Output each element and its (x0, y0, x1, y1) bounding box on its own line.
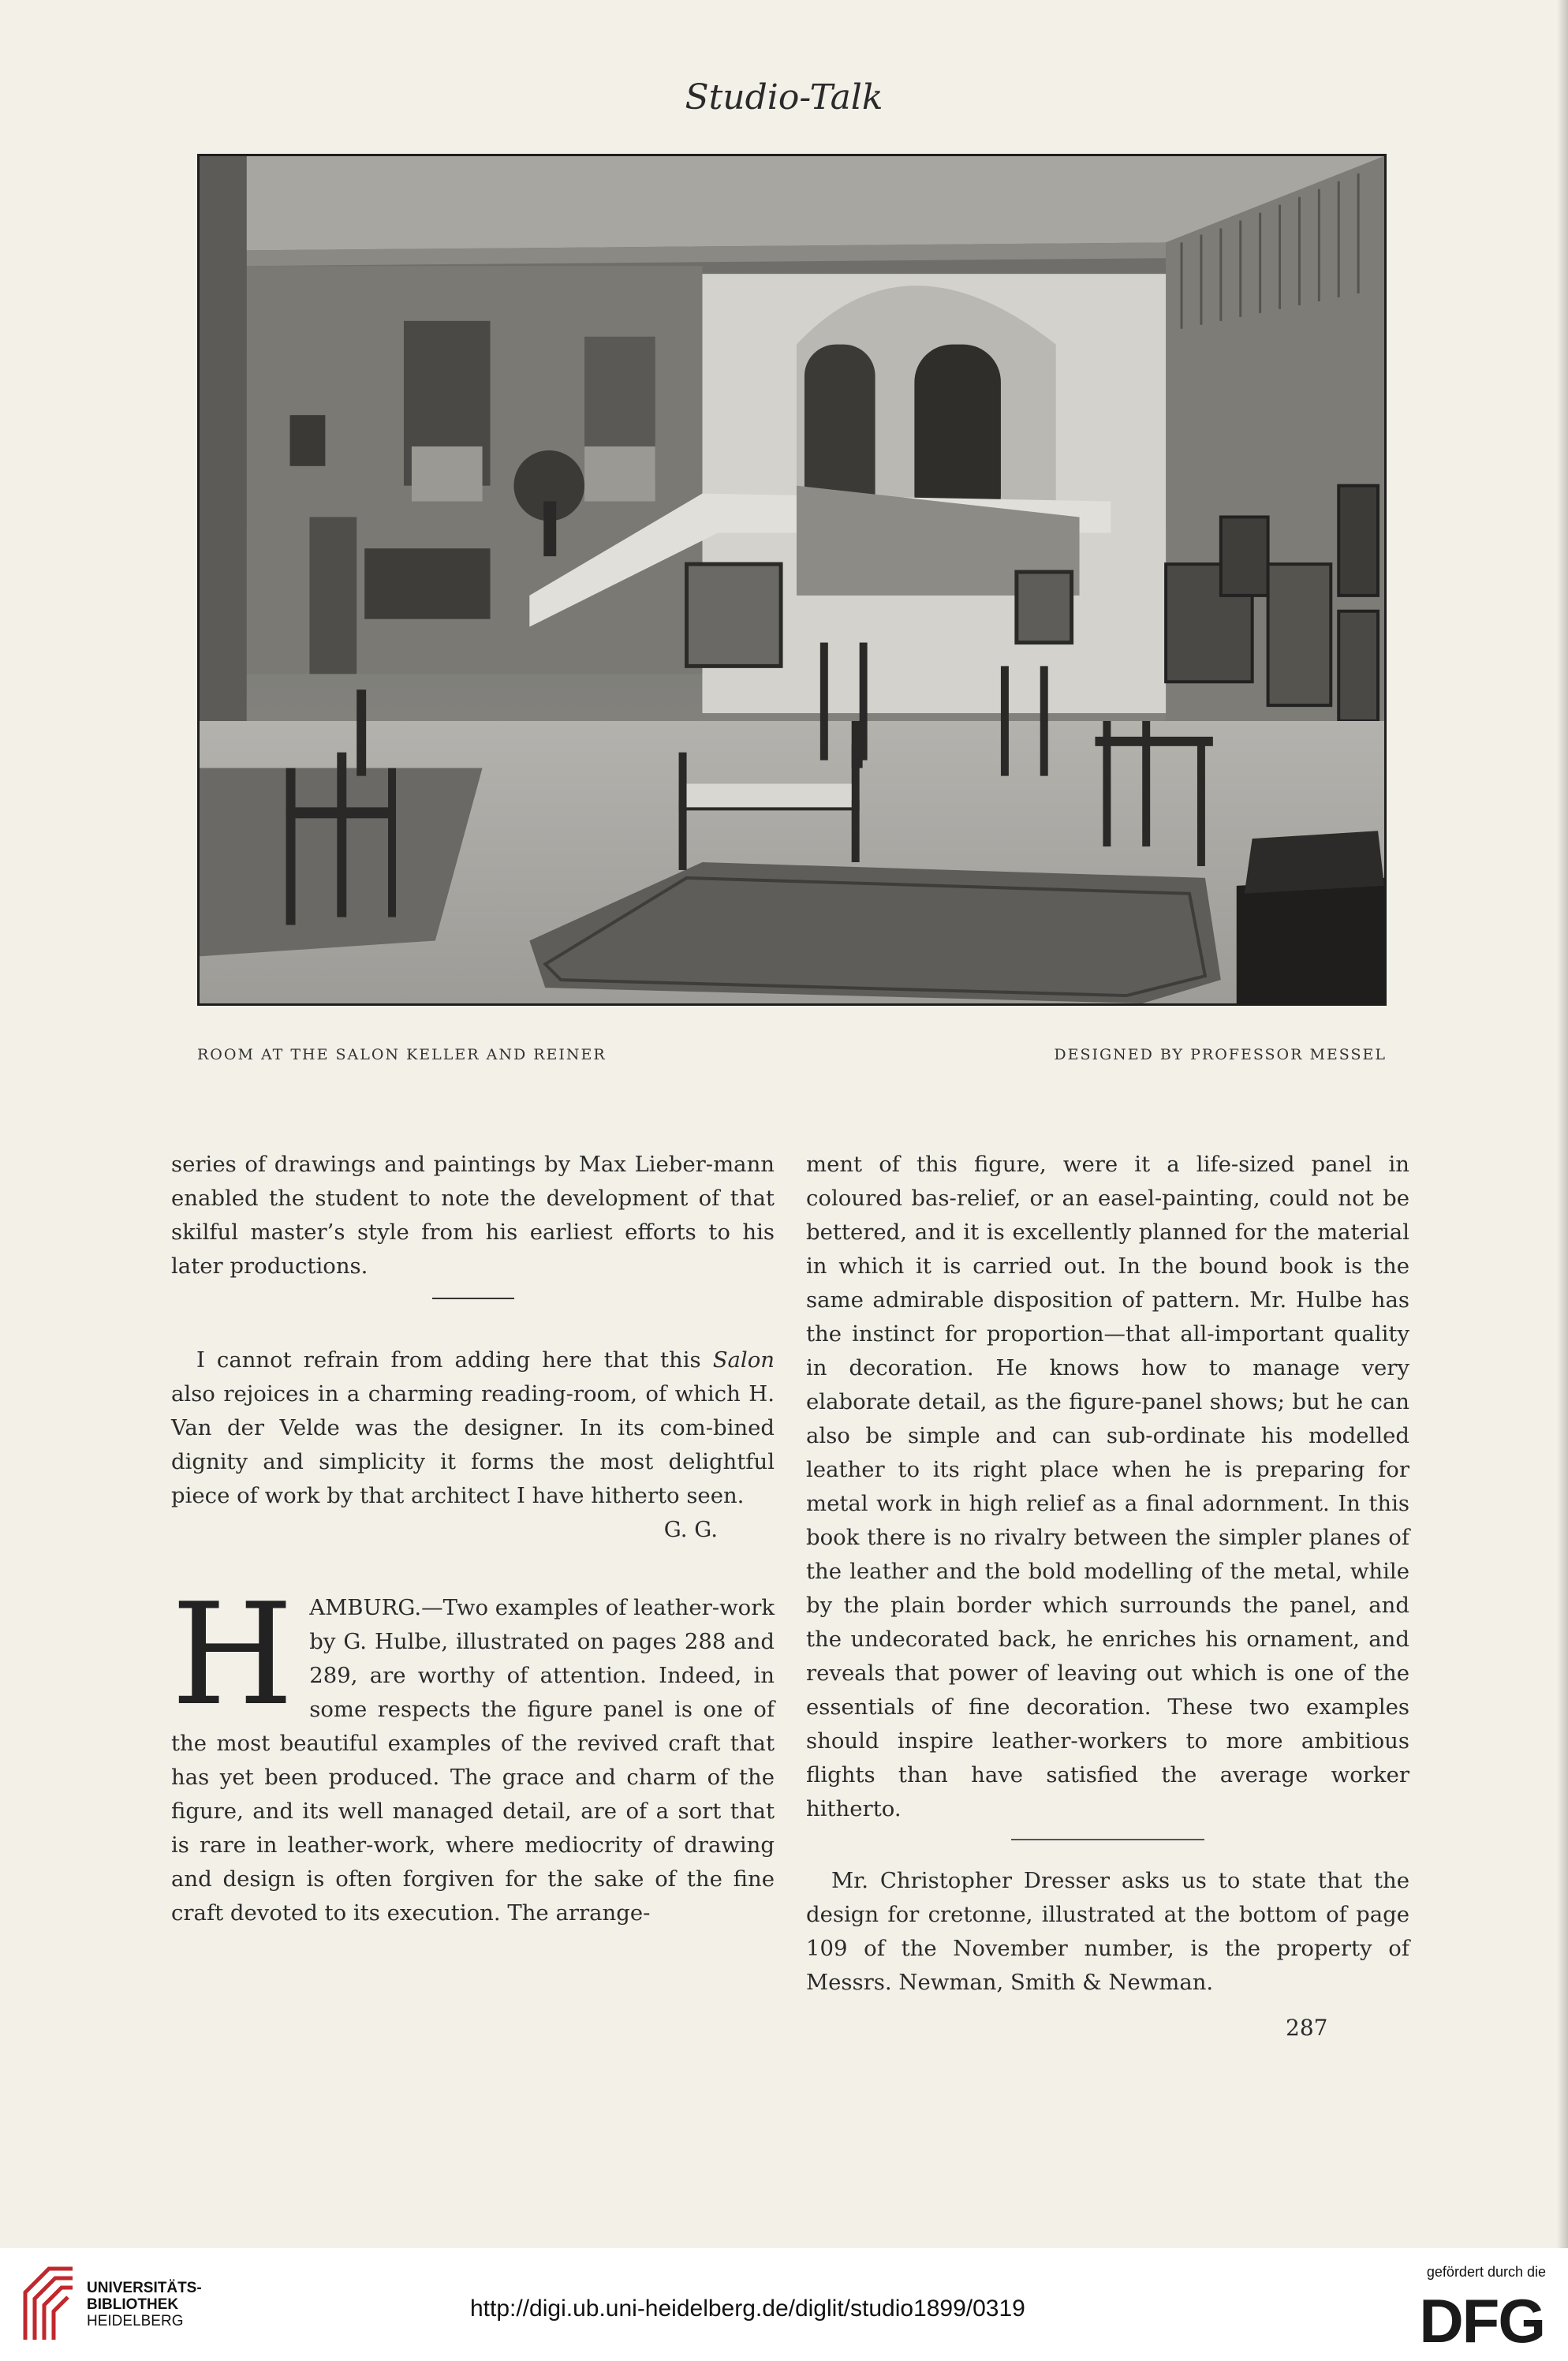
permalink-url[interactable]: http://digi.ub.uni-heidelberg.de/diglit/studio1899/0319 (470, 2296, 1025, 2322)
page-edge-shadow (1557, 0, 1568, 2248)
room-photograph (197, 154, 1387, 1006)
section-divider (1011, 1839, 1204, 1840)
right-column (806, 1148, 1409, 2000)
library-name: UNIVERSITÄTS- BIBLIOTHEK HEIDELBERG (87, 2280, 202, 2329)
room-photograph-illustration (200, 156, 1384, 1003)
page-number: 287 (1286, 2015, 1328, 2041)
funded-by-label: gefördert durch die (1426, 2264, 1546, 2280)
figure-caption-left: ROOM AT THE SALON KELLER AND REINER (197, 1046, 607, 1063)
left-column (171, 1148, 775, 1930)
digitization-footer (0, 2248, 1568, 2361)
paragraph: HAMBURG.—Two examples of leather-work by G. Hulbe, illustrated on pages 288 and 289, are worthy of attention. Indeed, in some respects the figure panel is one of the most beautiful examples of the revived craft that has yet been produced. The grace and charm of the figure, and its well managed detail, are of a sort that is rare in leather-work, where mediocrity of drawing and design is often forgiven for the sake of the fine craft devoted to its execution. The arrange- (171, 1573, 775, 1926)
paragraph: Mr. Christopher Dresser asks us to state that the design for cretonne, illustrated at the bottom of page 109 of the November number, is the property of Messrs. Newman, Smith & Newman. (806, 1868, 1409, 1995)
figure-caption-right: DESIGNED BY PROFESSOR MESSEL (1054, 1046, 1387, 1063)
italic-word: Salon (712, 1347, 775, 1373)
author-initials: G. G. (663, 1517, 718, 1542)
section-divider (432, 1298, 514, 1299)
paragraph: I cannot refrain from adding here that this Salon also rejoices in a charming reading-room, of which H. Van der Velde was the designer. In its com-bined dignity and simplicity it forms the most delightful piece of work by that architect I have hitherto seen. (171, 1347, 775, 1508)
running-head: Studio-Talk (685, 77, 883, 118)
paragraph: ment of this figure, were it a life-sized panel in coloured bas-relief, or an easel-painting, could not be bettered, and it is excellently planned for the material in which it is carried out. In the bound book is the same admirable disposition of pattern. Mr. Hulbe has the instinct for proportion—that all-important quality in decoration. He knows how to manage very elaborate detail, as the figure-panel shows; but he can also be simple and can sub-ordinate his modelled leather to its right place when he is preparing for metal work in high relief as a final adornment. In this book there is no rivalry between the simpler planes of the leather and the bold modelling of the metal, while by the plain border which surrounds the panel, and the undecorated back, he enriches his ornament, and reveals that power of leaving out which is one of the essentials of fine decoration. These two examples should inspire leather-workers to more ambitious flights than have satisfied the average worker hitherto. (806, 1152, 1409, 1821)
paragraph: series of drawings and paintings by Max Lieber-mann enabled the student to note the development of that skilful master’s style from his earliest efforts to his later productions. (171, 1152, 775, 1279)
drop-cap: H (171, 1573, 294, 1736)
dfg-logo: DFG (1419, 2286, 1544, 2355)
university-library-logo-icon (17, 2261, 80, 2348)
